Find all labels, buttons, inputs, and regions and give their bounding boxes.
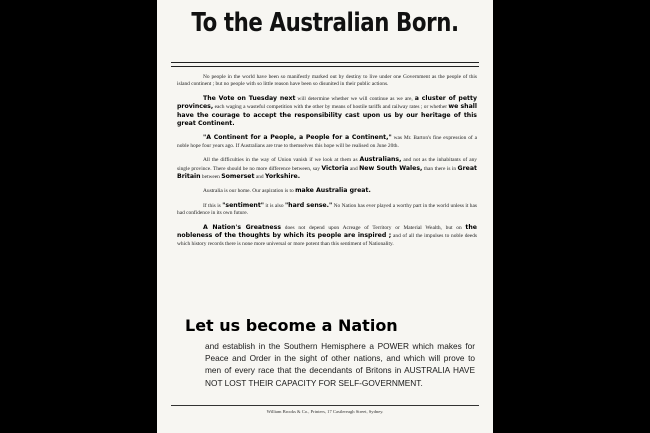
p4-text-2: and not as the inhabitants of any single province. There should be no more difference between, say bbox=[177, 157, 477, 172]
p2-bold-3: we shall have the courage to accept the responsibility cast upon us by our heritage of this great Continent. bbox=[177, 103, 477, 128]
p6-text-2: it is also bbox=[264, 202, 285, 209]
paragraph-4 bbox=[177, 156, 477, 181]
paragraph-2 bbox=[177, 95, 477, 129]
printer-footer: William Brooks & Co., Printers, 17 Castlereagh Street, Sydney. bbox=[266, 409, 384, 414]
nation-heading: Let us become a Nation bbox=[185, 316, 398, 335]
poster-title: To the Australian Born. bbox=[191, 8, 459, 38]
p6-bold-2: "hard sense." bbox=[284, 201, 333, 209]
p7-bold-1: A Nation's Greatness bbox=[203, 223, 281, 231]
poster-body bbox=[177, 74, 477, 254]
footer-rule bbox=[171, 405, 479, 406]
p2-bold-1: The Vote on Tuesday next bbox=[203, 94, 296, 102]
p4-text-3: and bbox=[348, 165, 360, 172]
poster-page bbox=[157, 0, 493, 433]
p4-bold-5: Somerset bbox=[221, 173, 255, 181]
p6-text-1: If this is bbox=[203, 202, 223, 209]
p4-text-1: All the difficulties in the way of Union vanish if we look at them as bbox=[203, 157, 360, 164]
p2-text-2: each waging a wasteful competition with the other by means of hostile tariffs and railway rates ; or whether bbox=[213, 104, 449, 111]
nation-body: and establish in the Southern Hemisphere a POWER which makes for Peace and Order in the sight of other nations, and which will prove to men of every race that the decendants of Britons in AUSTRALIA HAVE NOT LOST THEIR CAPACITY FOR SELF-GOVERNMENT. bbox=[205, 341, 475, 388]
paragraph-1: No people in the world have been so manifestly marked out by destiny to live under one Government as the people of this island continent ; but no people with so little reason have been so disunited in their public actions. bbox=[177, 74, 477, 88]
p4-text-4: than there is in bbox=[422, 165, 458, 172]
p4-bold-3: New South Wales, bbox=[359, 164, 423, 172]
p7-text-2: and of all the impulses to noble deeds which history records there is none more universal or more potent than this sentiment of Nationality. bbox=[177, 233, 477, 247]
p4-bold-1: Australians, bbox=[359, 156, 402, 164]
paragraph-3 bbox=[177, 134, 477, 150]
p4-bold-6: Yorkshire. bbox=[264, 173, 301, 181]
paragraph-5 bbox=[177, 187, 477, 195]
p6-text-3: No Nation has ever played a worthy part in the world unless it has had confidence in its own future. bbox=[177, 202, 477, 217]
p3-bold-1: "A Continent for a People, a People for a Continent," bbox=[203, 134, 392, 142]
p5-text-1: Australia is our home. Our aspiration is to bbox=[203, 188, 296, 195]
title-rule-thick bbox=[171, 62, 479, 63]
p4-text-6: and bbox=[254, 174, 265, 181]
paragraph-7 bbox=[177, 224, 477, 248]
p4-bold-4: Great Britain bbox=[177, 164, 478, 181]
p4-bold-2: Victoria bbox=[321, 164, 349, 172]
p5-bold-1: make Australia great. bbox=[295, 187, 371, 195]
title-rule-thin bbox=[171, 66, 479, 67]
p2-text-1: will determine whether we will continue as we are, bbox=[295, 95, 415, 102]
p3-text-1: was Mr. Barton's fine expression of a noble hope four years ago. If Australians are true to themselves this hope will be realised on June 20th. bbox=[177, 135, 477, 149]
paragraph-6 bbox=[177, 202, 477, 218]
p7-bold-2: the nobleness of the thoughts by which its people are inspired ; bbox=[177, 223, 477, 240]
p7-text-1: does not depend upon Acreage of Territory or Material Wealth, but on bbox=[281, 224, 466, 231]
p2-bold-2: a cluster of petty provinces, bbox=[177, 94, 477, 111]
p6-bold-1: "sentiment" bbox=[222, 201, 265, 209]
p4-text-5: between bbox=[200, 174, 222, 181]
